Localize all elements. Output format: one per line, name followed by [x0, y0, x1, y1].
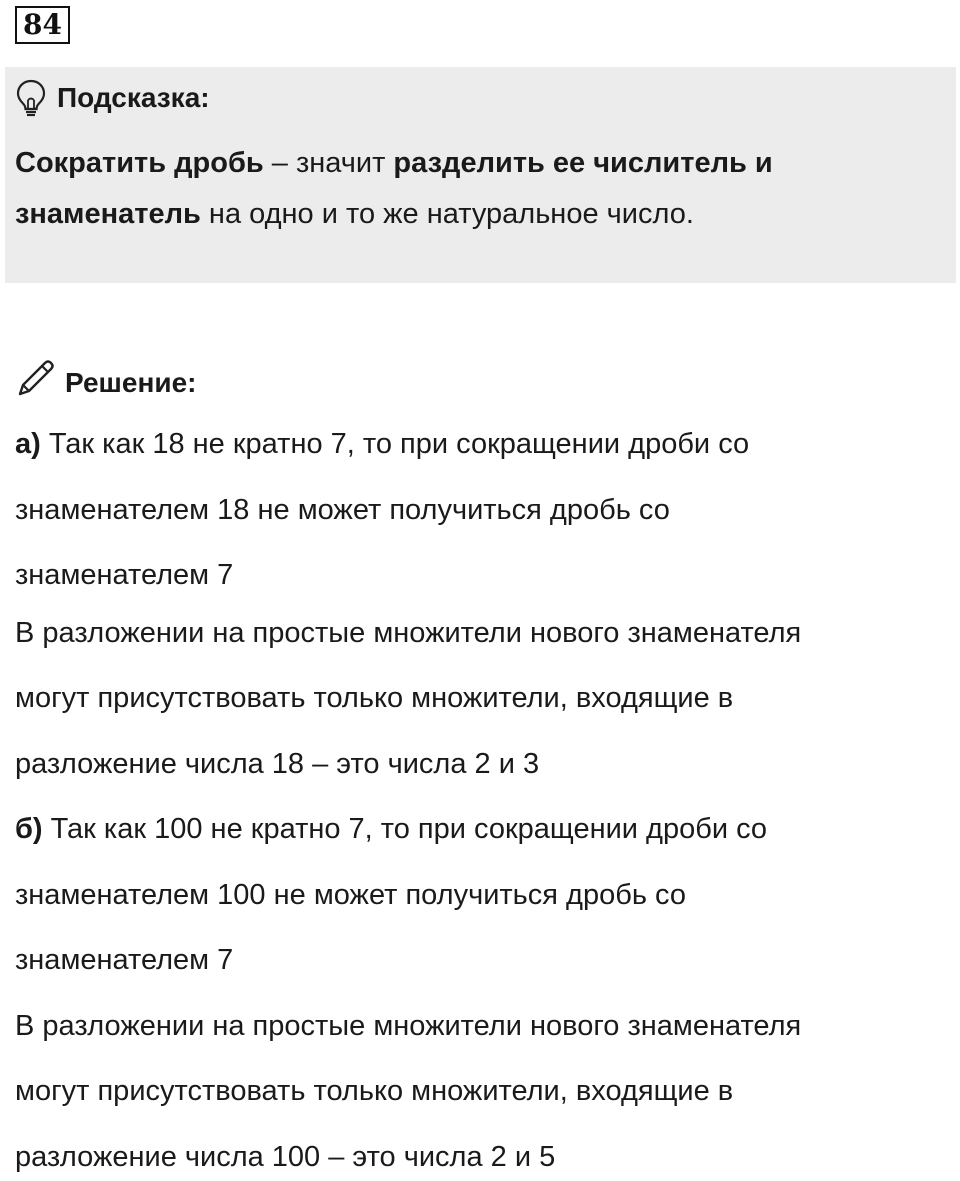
hint-rule-1: разделить ее числитель и	[393, 147, 773, 179]
lightbulb-icon	[15, 78, 47, 118]
solution-b-line-1	[15, 809, 767, 849]
hint-title-label: Подсказка:	[57, 82, 210, 113]
solution-title	[15, 355, 196, 399]
solution-b-line-3: знаменателем 7	[15, 944, 234, 976]
part-b-label: б)	[15, 813, 43, 845]
pencil-icon	[15, 355, 59, 399]
solution-a-line-3: знаменателем 7	[15, 559, 234, 591]
solution-a-line-4: В разложении на простые множители нового знаменателя	[15, 617, 802, 649]
solution-b-text-1: Так как 100 не кратно 7, то при сокращении дроби со	[42, 813, 768, 845]
solution-b-line-6: разложение числа 100 – это числа 2 и 5	[15, 1141, 556, 1173]
solution-a-text-1: Так как 18 не кратно 7, то при сокращении дроби со	[40, 428, 750, 460]
hint-title	[15, 78, 210, 118]
hint-rule-2: знаменатель	[15, 198, 201, 230]
hint-text	[15, 138, 915, 240]
solution-a-line-6: разложение числа 18 – это числа 2 и 3	[15, 748, 540, 780]
hint-term: Сократить дробь	[15, 147, 264, 179]
solution-b-line-2: знаменателем 100 не может получиться дробь со	[15, 879, 686, 911]
hint-rule-3: на одно и то же натуральное число.	[200, 198, 694, 230]
hint-connector: – значит	[263, 147, 394, 179]
part-a-label: а)	[15, 428, 41, 460]
solution-a-line-1	[15, 424, 749, 464]
solution-b-line-4: В разложении на простые множители нового знаменателя	[15, 1010, 802, 1042]
solution-a-line-2: знаменателем 18 не может получиться дробь со	[15, 494, 670, 526]
solution-b-line-5: могут присутствовать только множители, входящие в	[15, 1075, 734, 1107]
task-number: 84	[15, 6, 70, 44]
solution-title-label: Решение:	[65, 367, 197, 398]
solution-a-line-5: могут присутствовать только множители, входящие в	[15, 682, 734, 714]
